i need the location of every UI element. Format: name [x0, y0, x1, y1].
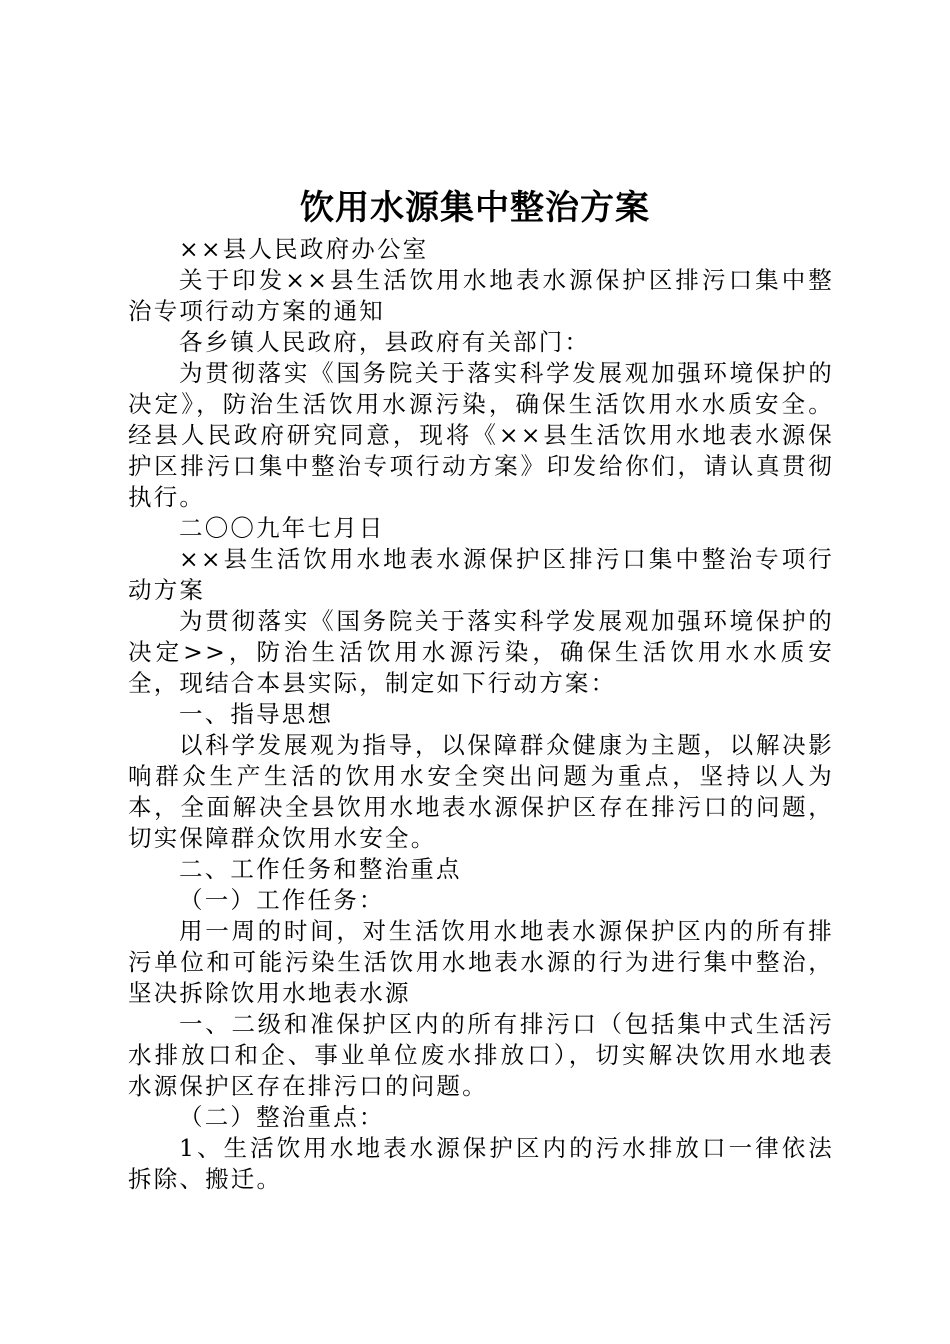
- document-body: [128, 234, 834, 1195]
- paragraph-date: 二〇〇九年七月日: [179, 514, 385, 542]
- paragraph-notice-title: 关于印发××县生活饮用水地表水源保护区排污口集中整治专项行动方案的通知: [128, 266, 834, 325]
- paragraph-plan-intro: 为贯彻落实《国务院关于落实科学发展观加强环境保护的决定>>，防治生活饮用水源污染，确保生活饮用水水质安全，现结合本县实际，制定如下行动方案：: [128, 607, 834, 697]
- paragraph-addressees: 各乡镇人民政府，县政府有关部门：: [179, 328, 591, 356]
- paragraph-notice-body: 为贯彻落实《国务院关于落实科学发展观加强环境保护的决定》，防治生活饮用水源污染，确保生活饮用水水质安全。经县人民政府研究同意，现将《××县生活饮用水地表水源保护区排污口集中整治专项行动方案》印发给你们，请认真贯彻执行。: [128, 359, 834, 511]
- subheading-tasks: （一）工作任务：: [179, 886, 385, 914]
- paragraph-issuer: ××县人民政府办公室: [179, 235, 429, 263]
- paragraph-focus-item-1: 1、生活饮用水地表水源保护区内的污水排放口一律依法拆除、搬迁。: [128, 1134, 834, 1193]
- subheading-focus: （二）整治重点：: [179, 1103, 385, 1131]
- paragraph-tasks-continued: 一、二级和准保护区内的所有排污口（包括集中式生活污水排放口和企、事业单位废水排放口），切实解决饮用水地表水源保护区存在排污口的问题。: [128, 1010, 834, 1100]
- paragraph-plan-title: ××县生活饮用水地表水源保护区排污口集中整治专项行动方案: [128, 545, 834, 604]
- paragraph-tasks: 用一周的时间，对生活饮用水地表水源保护区内的所有排污单位和可能污染生活饮用水地表水源的行为进行集中整治，坚决拆除饮用水地表水源: [128, 917, 834, 1007]
- heading-guiding-ideology: 一、指导思想: [179, 700, 334, 728]
- document-title: 饮用水源集中整治方案: [300, 188, 650, 228]
- paragraph-guiding-ideology: 以科学发展观为指导，以保障群众健康为主题，以解决影响群众生产生活的饮用水安全突出问题为重点，坚持以人为本，全面解决全县饮用水地表水源保护区存在排污口的问题，切实保障群众饮用水安全。: [128, 731, 834, 852]
- heading-tasks-and-focus: 二、工作任务和整治重点: [179, 855, 462, 883]
